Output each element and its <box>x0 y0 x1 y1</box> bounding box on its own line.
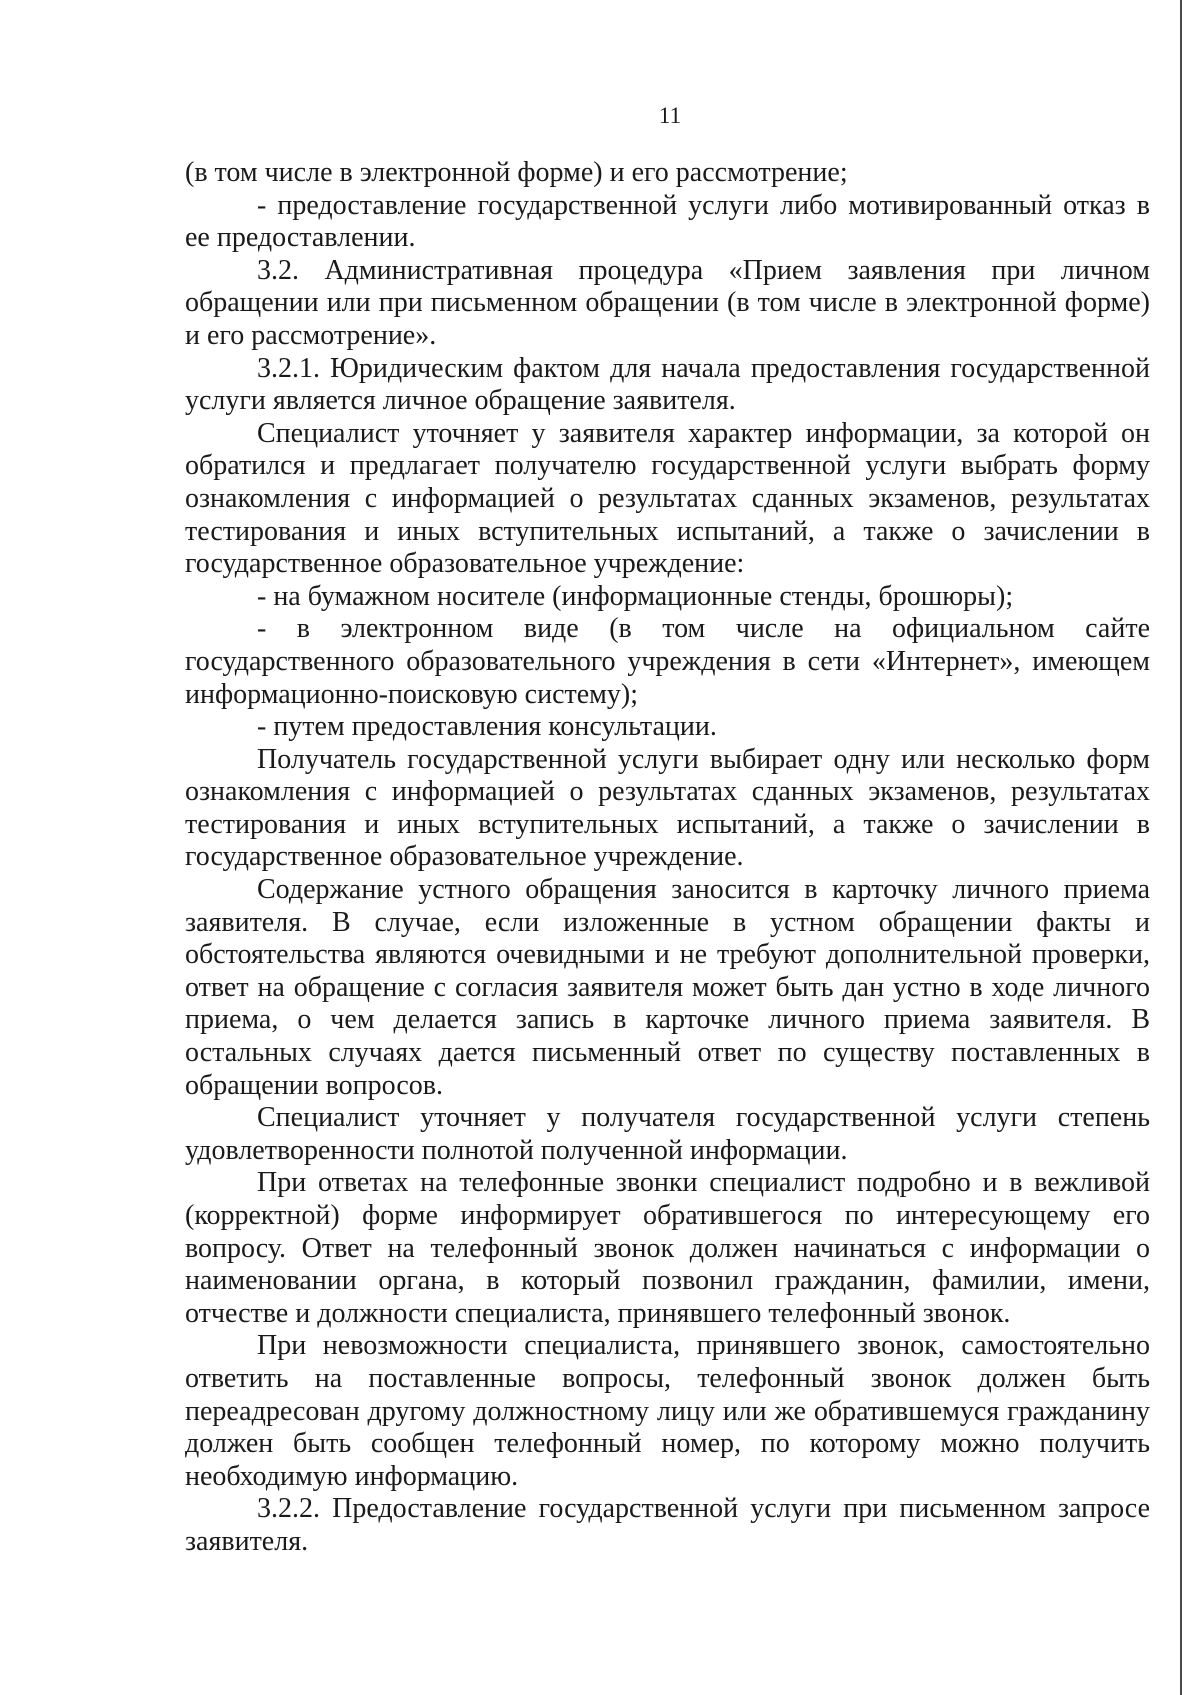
page-number: 11 <box>658 103 682 128</box>
paragraph: Содержание устного обращения заносится в карточку личного приема заявителя. В случае, если изложенные в устном обращении факты и обстоятельства являются очевидными и не требуют дополнительной проверки, ответ на обращение с согласия заявителя может быть дан устно в ходе личного приема, о чем делается запись в карточке личного приема заявителя. В остальных случаях дается письменный ответ по существу поставленных в обращении вопросов. <box>185 874 1150 1101</box>
paragraph-list-item: - предоставление государственной услуги либо мотивированный отказ в ее предоставлении. <box>185 189 1150 254</box>
scan-edge-line <box>1180 0 1182 1695</box>
paragraph-subsection: 3.2.1. Юридическим фактом для начала предоставления государственной услуги является личное обращение заявителя. <box>185 352 1150 417</box>
paragraph: При ответах на телефонные звонки специалист подробно и в вежливой (корректной) форме информирует обратившегося по интересующему его вопросу. Ответ на телефонный звонок должен начинаться с информации о наименовании органа, в который позвонил гражданин, фамилии, имени, отчестве и должности специалиста, принявшего телефонный звонок. <box>185 1167 1150 1329</box>
paragraph-list-item: - в электронном виде (в том числе на официальном сайте государственного образовательного учреждения в сети «Интернет», имеющем информационно-поисковую систему); <box>185 613 1150 710</box>
paragraph-section-heading: 3.2. Административная процедура «Прием заявления при личном обращении или при письменном обращении (в том числе в электронной форме) и его рассмотрение». <box>185 254 1150 351</box>
paragraph-list-item: - путем предоставления консультации. <box>257 711 717 743</box>
paragraph-list-item: - на бумажном носителе (информационные стенды, брошюры); <box>257 580 1014 612</box>
paragraph-subsection: 3.2.2. Предоставление государственной услуги при письменном запросе заявителя. <box>185 1493 1150 1557</box>
paragraph: При невозможности специалиста, принявшего звонок, самостоятельно ответить на поставленные вопросы, телефонный звонок должен быть переадресован другому должностному лицу или же обратившемуся гражданину должен быть сообщен телефонный номер, по которому можно получить необходимую информацию. <box>185 1330 1150 1492</box>
paragraph: Специалист уточняет у заявителя характер информации, за которой он обратился и предлагает получателю государственной услуги выбрать форму ознакомления с информацией о результатах сданных экзаменов, результатах тестирования и иных вступительных испытаний, а также о зачислении в государственное образовательное учреждение: <box>185 417 1150 580</box>
paragraph: Специалист уточняет у получателя государственной услуги степень удовлетворенности полнотой полученной информации. <box>185 1102 1150 1166</box>
paragraph-continuation: (в том числе в электронной форме) и его рассмотрение; <box>185 157 848 188</box>
paragraph: Получатель государственной услуги выбирает одну или несколько форм ознакомления с информацией о результатах сданных экзаменов, результатах тестирования и иных вступительных испытаний, а также о зачислении в государственное образовательное учреждение. <box>185 743 1150 873</box>
document-body <box>185 157 1150 1559</box>
